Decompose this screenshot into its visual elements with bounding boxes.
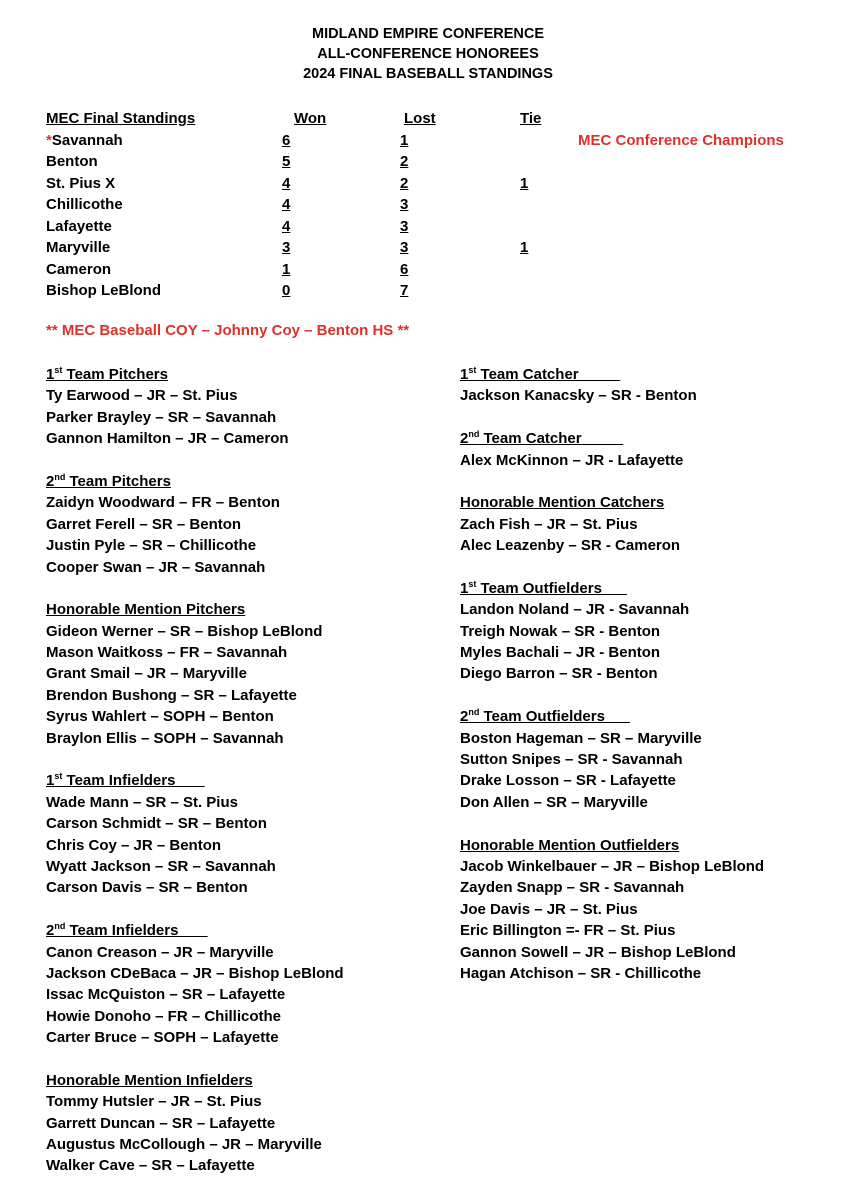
group-ordinal-suffix: st [54, 365, 63, 375]
group-title-text: Team Catcher [476, 366, 621, 383]
coach-of-year: ** MEC Baseball COY – Johnny Coy – Benton HS ** [46, 322, 410, 339]
standings-row [46, 194, 826, 216]
team-name [46, 173, 115, 195]
player-entry: Don Allen – SR – Maryville [460, 793, 648, 811]
won-value [282, 280, 342, 302]
standings-row [46, 151, 826, 173]
group-ordinal-suffix: nd [468, 429, 480, 440]
team-label: Bishop LeBlond [46, 282, 161, 299]
player-entry: Alex McKinnon – JR - Lafayette [460, 451, 684, 469]
player-entry: Jackson Kanacsky – SR - Benton [460, 387, 697, 405]
team-name [46, 151, 98, 173]
player-entry: Syrus Wahlert – SOPH – Benton [46, 708, 274, 726]
won-number: 0 [282, 282, 291, 299]
group-title-text: Team Pitchers [62, 366, 168, 383]
left-column [46, 364, 426, 1198]
player-entry: Diego Barron – SR - Benton [460, 665, 658, 683]
group-title-text: Team Infielders [62, 772, 205, 790]
won-value [282, 194, 342, 216]
lost-value [400, 173, 460, 195]
player-entry: Eric Billington =- FR – St. Pius [460, 922, 676, 940]
group-title-text: Team Pitchers [65, 472, 171, 490]
champion-note: MEC Conference Champions [578, 131, 784, 149]
group-title-text: Team Catcher [479, 430, 624, 448]
player-entry: Zaidyn Woodward – FR – Benton [46, 494, 280, 512]
player-entry: Issac McQuiston – SR – Lafayette [46, 986, 286, 1004]
won-number: 4 [282, 196, 291, 213]
standings-header-row [46, 108, 826, 130]
team-name [46, 194, 123, 216]
player-entry: Wade Mann – SR – St. Pius [46, 793, 238, 811]
player-entry: Canon Creason – JR – Maryville [46, 943, 274, 961]
group-ordinal-suffix: nd [54, 921, 66, 932]
lost-value [400, 280, 460, 302]
team-name [46, 237, 110, 259]
won-column-header: Won [294, 110, 327, 127]
header-line-3: 2024 FINAL BASEBALL STANDINGS [303, 66, 553, 82]
group-title [460, 428, 840, 449]
lost-number: 7 [400, 282, 409, 299]
player-entry: Jackson CDeBaca – JR – Bishop LeBlond [46, 964, 344, 982]
lost-column-header: Lost [404, 110, 436, 127]
player-entry: Chris Coy – JR – Benton [46, 836, 222, 854]
group-title [46, 920, 426, 941]
lost-number: 2 [400, 153, 409, 170]
player-entry: Hagan Atchison – SR - Chillicothe [460, 964, 702, 982]
lost-number: 3 [400, 196, 409, 213]
lost-value [400, 130, 460, 152]
tie-value: 1 [520, 174, 529, 192]
group-title [460, 706, 840, 727]
lost-value [400, 151, 460, 173]
honoree-group [46, 770, 426, 898]
group-title-text: Honorable Mention Pitchers [46, 601, 246, 619]
standings-table [46, 108, 826, 302]
header-line-2: ALL-CONFERENCE HONOREES [317, 46, 539, 62]
lost-number: 3 [400, 239, 409, 256]
lost-value [400, 194, 460, 216]
honoree-group [46, 920, 426, 1048]
player-entry: Justin Pyle – SR – Chillicothe [46, 537, 257, 555]
won-value [282, 151, 342, 173]
team-label: Lafayette [46, 217, 112, 235]
group-title-text: Honorable Mention Catchers [460, 494, 665, 512]
honoree-group [460, 428, 840, 471]
group-title [46, 599, 426, 620]
won-value [282, 259, 342, 281]
player-entry: Mason Waitkoss – FR – Savannah [46, 644, 288, 662]
won-number: 4 [282, 217, 291, 235]
group-ordinal-suffix: st [54, 771, 63, 782]
honoree-group [460, 706, 840, 813]
player-entry: Joe Davis – JR – St. Pius [460, 900, 638, 918]
group-ordinal-suffix: st [468, 365, 477, 375]
group-title [46, 364, 426, 385]
won-number: 5 [282, 153, 291, 170]
player-entry: Carter Bruce – SOPH – Lafayette [46, 1029, 279, 1047]
group-ordinal: 1 [46, 366, 55, 383]
player-entry: Gannon Sowell – JR – Bishop LeBlond [460, 943, 736, 961]
team-label: Maryville [46, 239, 111, 256]
player-entry: Walker Cave – SR – Lafayette [46, 1157, 255, 1175]
team-name [46, 216, 112, 238]
lost-number: 2 [400, 174, 409, 192]
player-entry: Landon Noland – JR - Savannah [460, 601, 690, 619]
player-entry: Parker Brayley – SR – Savannah [46, 408, 277, 426]
honoree-group [460, 835, 840, 985]
honoree-group [460, 578, 840, 685]
player-entry: Augustus McCollough – JR – Maryville [46, 1136, 322, 1154]
group-ordinal: 2 [46, 922, 55, 940]
player-entry: Zayden Snapp – SR - Savannah [460, 879, 685, 897]
player-entry: Howie Donoho – FR – Chillicothe [46, 1007, 282, 1025]
document-header [0, 24, 856, 84]
honoree-group [460, 492, 840, 556]
tie-column-header: Tie [520, 110, 542, 127]
group-title-text: Honorable Mention Infielders [46, 1071, 253, 1089]
won-number: 4 [282, 174, 291, 192]
standings-row [46, 280, 826, 302]
player-entry: Carson Davis – SR – Benton [46, 879, 248, 897]
team-name [46, 259, 111, 281]
lost-value [400, 259, 460, 281]
honoree-group [46, 364, 426, 450]
group-title [46, 471, 426, 492]
player-entry: Tommy Hutsler – JR – St. Pius [46, 1093, 262, 1111]
group-title [460, 578, 840, 599]
team-name [46, 130, 123, 152]
won-value [282, 130, 342, 152]
player-entry: Gideon Werner – SR – Bishop LeBlond [46, 622, 323, 640]
standings-title: MEC Final Standings [46, 110, 196, 127]
honoree-group [46, 599, 426, 749]
player-entry: Wyatt Jackson – SR – Savannah [46, 857, 276, 875]
group-title-text: Honorable Mention Outfielders [460, 836, 680, 854]
group-ordinal: 2 [460, 430, 469, 448]
group-title [46, 770, 426, 791]
player-entry: Garret Ferell – SR – Benton [46, 515, 242, 533]
honoree-group [460, 364, 840, 407]
player-entry: Boston Hageman – SR – Maryville [460, 729, 702, 747]
lost-value [400, 237, 460, 259]
group-title-text: Team Outfielders [479, 708, 630, 726]
player-entry: Braylon Ellis – SOPH – Savannah [46, 729, 284, 747]
group-title [460, 835, 840, 856]
group-title-text: Team Infielders [65, 922, 208, 940]
player-entry: Treigh Nowak – SR - Benton [460, 622, 661, 640]
team-name [46, 280, 161, 302]
tie-value: 1 [520, 239, 529, 256]
player-entry: Zach Fish – JR – St. Pius [460, 515, 638, 533]
group-ordinal: 1 [46, 772, 55, 790]
player-entry: Jacob Winkelbauer – JR – Bishop LeBlond [460, 857, 765, 875]
group-ordinal: 2 [460, 708, 469, 726]
player-entry: Gannon Hamilton – JR – Cameron [46, 430, 289, 448]
team-label: Cameron [46, 260, 112, 278]
player-entry: Brendon Bushong – SR – Lafayette [46, 686, 297, 704]
group-ordinal: 2 [46, 472, 55, 490]
player-entry: Ty Earwood – JR – St. Pius [46, 387, 238, 405]
won-number: 6 [282, 131, 291, 149]
group-title [460, 492, 840, 513]
group-title-text: Team Outfielders [476, 579, 627, 597]
group-title [46, 1070, 426, 1091]
standings-row [46, 259, 826, 281]
player-entry: Carson Schmidt – SR – Benton [46, 815, 267, 833]
player-entry: Sutton Snipes – SR - Savannah [460, 751, 683, 769]
lost-number: 6 [400, 260, 409, 278]
honoree-group [46, 1070, 426, 1177]
won-value [282, 216, 342, 238]
lost-number: 1 [400, 131, 409, 149]
won-value [282, 237, 342, 259]
won-number: 3 [282, 239, 291, 256]
player-entry: Alec Leazenby – SR - Cameron [460, 537, 681, 555]
team-label: St. Pius X [46, 174, 116, 192]
standings-row [46, 173, 826, 195]
header-line-1: MIDLAND EMPIRE CONFERENCE [311, 26, 544, 42]
lost-value [400, 216, 460, 238]
lost-number: 3 [400, 217, 409, 235]
group-title [460, 364, 840, 385]
group-ordinal-suffix: nd [468, 707, 480, 718]
group-ordinal-suffix: st [468, 578, 477, 589]
team-label: Benton [46, 153, 98, 170]
player-entry: Myles Bachali – JR - Benton [460, 644, 661, 662]
right-column [460, 364, 840, 1006]
group-ordinal: 1 [460, 366, 469, 383]
group-ordinal: 1 [460, 579, 469, 597]
standings-row [46, 130, 826, 152]
player-entry: Grant Smail – JR – Maryville [46, 665, 247, 683]
player-entry: Garrett Duncan – SR – Lafayette [46, 1114, 276, 1132]
team-label: Chillicothe [46, 196, 123, 213]
team-label: Savannah [51, 131, 123, 149]
won-value [282, 173, 342, 195]
won-number: 1 [282, 260, 291, 278]
standings-row [46, 237, 826, 259]
player-entry: Drake Losson – SR - Lafayette [460, 772, 676, 790]
group-ordinal-suffix: nd [54, 471, 66, 482]
champion-marker: * [46, 131, 52, 149]
standings-row [46, 216, 826, 238]
honoree-group [46, 471, 426, 578]
player-entry: Cooper Swan – JR – Savannah [46, 558, 266, 576]
